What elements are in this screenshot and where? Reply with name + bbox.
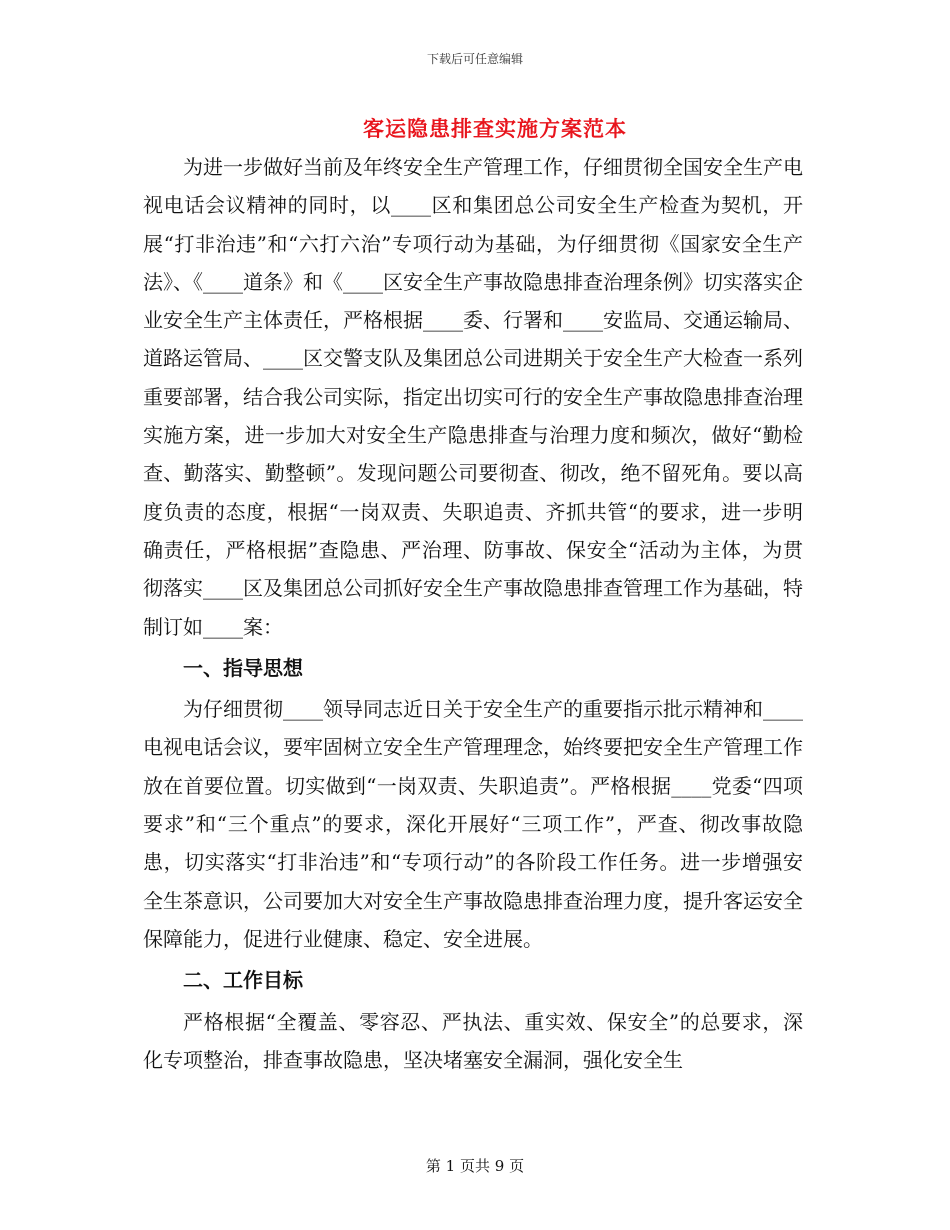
section-heading-guiding-ideology: 一、指导思想 — [183, 655, 303, 680]
intro-paragraph: 为进一步做好当前及年终安全生产管理工作，仔细贯彻全国安全生产电视电话会议精神的同时，以____区和集团总公司安全生产检查为契机，开展“打非治违”和“六打六治”专项行动为基础，为仔细贯彻《国家安全生产法》、《____道条》和《____区安全生产事故隐患排查治理条例》切实落实企业安全生产主体责任，严格根据____委、行署和____安监局、交通运输局、道路运管局、____区交警支队及集团总公司进期关于安全生产大检查一系列重要部署，结合我公司实际，指定出切实可行的安全生产事故隐患排查治理实施方案，进一步加大对安全生产隐患排查与治理力度和频次，做好“勤检查、勤落实、勤整顿”。发现问题公司要彻查、彻改，绝不留死角。要以高度负责的态度，根据“一岗双责、失职追责、齐抓共管“的要求，进一步明确责任，严格根据”查隐患、严治理、防事故、保安全“活动为主体，为贯彻落实____区及集团总公司抓好安全生产事故隐患排查管理工作为基础，特制订如____案： — [143, 155, 803, 639]
page-footer-number: 第 1 页共 9 页 — [425, 1157, 525, 1175]
document-title: 客运隐患排查实施方案范本 — [363, 116, 627, 141]
section-body-work-goals: 严格根据“全覆盖、零容忍、严执法、重实效、保安全”的总要求，深化专项整治，排查事故隐患，坚决堵塞安全漏洞，强化安全生 — [143, 1009, 803, 1072]
section-body-guiding-ideology: 为仔细贯彻____领导同志近日关于安全生产的重要指示批示精神和____电视电话会议，要牢固树立安全生产管理理念，始终要把安全生产管理工作放在首要位置。切实做到“一岗双责、失职追责”。严格根据____党委“四项要求”和“三个重点”的要求，深化开展好“三项工作”，严查、彻改事故隐患，切实落实“打非治违”和“专项行动”的各阶段工作任务。进一步增强安全生茶意识，公司要加大对安全生产事故隐患排查治理力度，提升客运安全保障能力，促进行业健康、稳定、安全进展。 — [143, 697, 803, 951]
page-header-note: 下载后可任意编辑 — [426, 52, 523, 66]
document-body — [143, 148, 803, 1079]
section-heading-work-goals: 二、工作目标 — [183, 968, 303, 993]
